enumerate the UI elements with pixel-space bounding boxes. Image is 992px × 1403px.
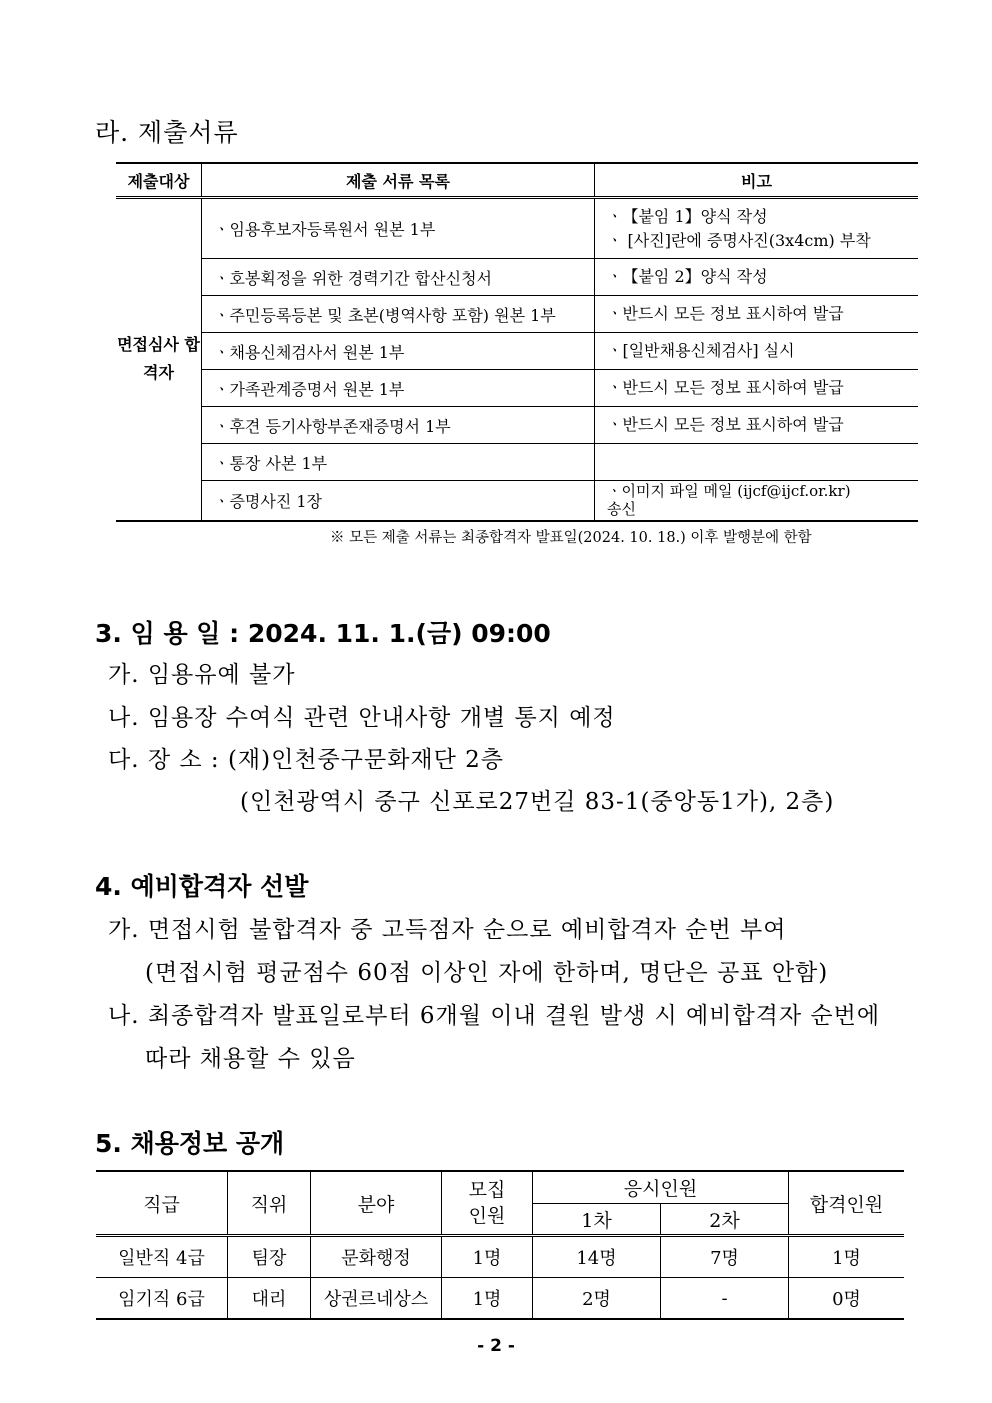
docs-row-doc: ㆍ채용신체검사서 원본 1부 — [202, 333, 595, 370]
docs-header-note: 비고 — [595, 163, 919, 198]
header-passed: 합격인원 — [789, 1171, 905, 1236]
row-field: 상권르네상스 — [311, 1278, 442, 1320]
section4-item-ga: 가. 면접시험 불합격자 중 고득점자 순으로 예비합격자 순번 부여 — [108, 917, 787, 943]
section3-heading: 3. 임 용 일 : 2024. 11. 1.(금) 09:00 — [95, 619, 551, 648]
docs-row-note: ㆍ반드시 모든 정보 표시하여 발급 — [595, 296, 919, 333]
section5-heading: 5. 채용정보 공개 — [95, 1129, 285, 1158]
section4-item-na: 나. 최종합격자 발표일로부터 6개월 이내 결원 발생 시 예비합격자 순번에 — [108, 1003, 881, 1029]
docs-row-doc: ㆍ증명사진 1장 — [202, 481, 595, 521]
submission-documents-table — [116, 162, 918, 522]
section4-item-ga-sub: (면접시험 평균점수 60점 이상인 자에 한하며, 명단은 공표 안함) — [145, 960, 829, 986]
section4-heading: 4. 예비합격자 선발 — [95, 872, 309, 901]
header-applicants: 응시인원 — [533, 1171, 789, 1204]
docs-target-cell: 면접심사 합격자 — [116, 198, 202, 521]
docs-row-doc: ㆍ호봉획정을 위한 경력기간 합산신청서 — [202, 259, 595, 296]
docs-row-doc: ㆍ통장 사본 1부 — [202, 444, 595, 481]
row-position: 팀장 — [228, 1236, 311, 1278]
docs-row-note: ㆍ반드시 모든 정보 표시하여 발급 — [595, 407, 919, 444]
section-la-title: 라. 제출서류 — [95, 118, 239, 147]
header-position: 직위 — [228, 1171, 311, 1236]
page-number: - 2 - — [477, 1336, 515, 1356]
row-first: 2명 — [533, 1278, 661, 1320]
row-second: - — [661, 1278, 789, 1320]
docs-header-target: 제출대상 — [116, 163, 202, 198]
docs-footnote: ※ 모든 제출 서류는 최종합격자 발표일(2024. 10. 18.) 이후 발행분에 한함 — [330, 530, 812, 546]
row-passed: 1명 — [789, 1236, 905, 1278]
row-second: 7명 — [661, 1236, 789, 1278]
header-second-round: 2차 — [661, 1204, 789, 1236]
header-first-round: 1차 — [533, 1204, 661, 1236]
docs-row-note: ㆍ【붙임 1】양식 작성 ㆍ [사진]란에 증명사진(3x4cm) 부착 — [595, 198, 919, 259]
docs-row-note: ㆍ【붙임 2】양식 작성 — [595, 259, 919, 296]
section4-item-na-cont: 따라 채용할 수 있음 — [145, 1046, 356, 1072]
row-grade: 임기직 6급 — [96, 1278, 228, 1320]
docs-row-note: ㆍ이미지 파일 메일 (ijcf@ijcf.or.kr) 송신 — [595, 481, 919, 521]
section3-address: (인천광역시 중구 신포로27번길 83-1(중앙동1가), 2층) — [240, 789, 835, 815]
row-first: 14명 — [533, 1236, 661, 1278]
row-position: 대리 — [228, 1278, 311, 1320]
docs-row-note — [595, 444, 919, 481]
docs-row-doc: ㆍ주민등록등본 및 초본(병역사항 포함) 원본 1부 — [202, 296, 595, 333]
docs-row-note: ㆍ[일반채용신체검사] 실시 — [595, 333, 919, 370]
header-field: 분야 — [311, 1171, 442, 1236]
docs-row-doc: ㆍ임용후보자등록원서 원본 1부 — [202, 198, 595, 259]
section3-item-da: 다. 장 소 : (재)인천중구문화재단 2층 — [108, 747, 505, 773]
row-recruit: 1명 — [442, 1278, 533, 1320]
row-grade: 일반직 4급 — [96, 1236, 228, 1278]
section3-item-ga: 가. 임용유예 불가 — [108, 662, 296, 688]
row-recruit: 1명 — [442, 1236, 533, 1278]
row-passed: 0명 — [789, 1278, 905, 1320]
docs-row-note: ㆍ반드시 모든 정보 표시하여 발급 — [595, 370, 919, 407]
docs-header-list: 제출 서류 목록 — [202, 163, 595, 198]
section3-item-na: 나. 임용장 수여식 관련 안내사항 개별 통지 예정 — [108, 705, 616, 731]
docs-row-doc: ㆍ가족관계증명서 원본 1부 — [202, 370, 595, 407]
docs-row-doc: ㆍ후견 등기사항부존재증명서 1부 — [202, 407, 595, 444]
recruitment-info-table — [96, 1170, 904, 1320]
row-field: 문화행정 — [311, 1236, 442, 1278]
header-grade: 직급 — [96, 1171, 228, 1236]
header-recruit: 모집 인원 — [442, 1171, 533, 1236]
